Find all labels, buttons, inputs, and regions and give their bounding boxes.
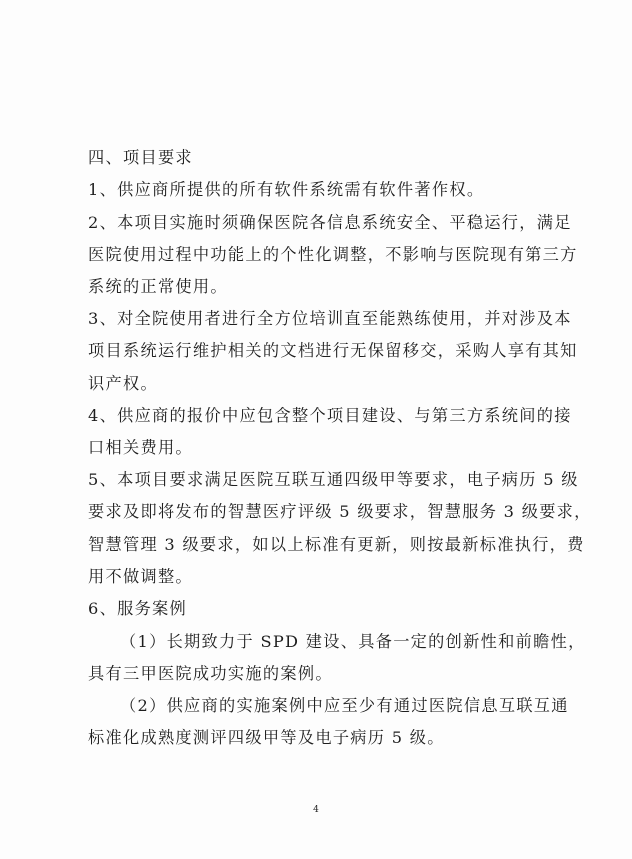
- requirement-4-line-2: 口相关费用。: [88, 438, 193, 457]
- requirement-3-line-3: 识产权。: [88, 374, 158, 393]
- requirement-5-line-2: 要求及即将发布的智慧医疗评级 5 级要求，智慧服务 3 级要求，: [88, 502, 592, 521]
- requirement-2-line-1: 2、本项目实施时须确保医院各信息系统安全、平稳运行，满足: [88, 213, 572, 232]
- requirement-6-heading: 6、服务案例: [88, 599, 188, 618]
- requirement-3-line-1: 3、对全院使用者进行全方位培训直至能熟练使用，并对涉及本: [88, 309, 572, 328]
- requirement-5-line-3: 智慧管理 3 级要求，如以上标准有更新，则按最新标准执行，费: [88, 535, 585, 554]
- requirement-3-line-2: 项目系统运行维护相关的文档进行无保留移交，采购人享有其知: [88, 341, 578, 360]
- requirement-2-line-3: 系统的正常使用。: [88, 277, 228, 296]
- case-1-line-1: （1）长期致力于 SPD 建设、具备一定的创新性和前瞻性，: [120, 632, 586, 651]
- case-2-line-1: （2）供应商的实施案例中应至少有通过医院信息互联互通: [120, 696, 569, 715]
- case-2-line-2: 标准化成熟度测评四级甲等及电子病历 5 级。: [88, 728, 445, 747]
- requirement-5-line-4: 用不做调整。: [88, 567, 193, 586]
- page-number: 4: [313, 805, 319, 815]
- requirement-2-line-2: 医院使用过程中功能上的个性化调整，不影响与医院现有第三方: [88, 245, 578, 264]
- requirement-5-line-1: 5、本项目要求满足医院互联互通四级甲等要求，电子病历 5 级: [88, 470, 579, 489]
- section-heading: 四、项目要求: [88, 148, 193, 167]
- case-1-line-2: 具有三甲医院成功实施的案例。: [88, 664, 333, 683]
- requirement-1: 1、供应商所提供的所有软件系统需有软件著作权。: [88, 180, 485, 199]
- requirement-4-line-1: 4、供应商的报价中应包含整个项目建设、与第三方系统间的接: [88, 406, 572, 425]
